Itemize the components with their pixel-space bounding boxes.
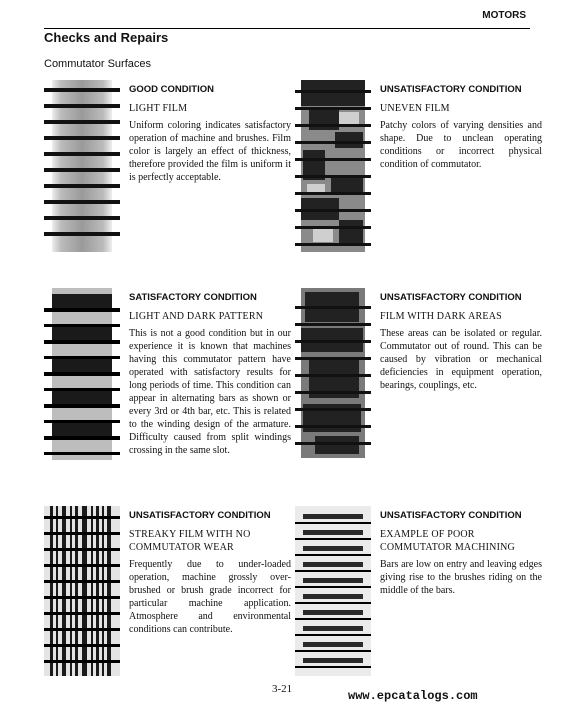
film-caption: EXAMPLE OF POOR COMMUTATOR MACHINING [380, 529, 515, 553]
commutator-photo-streaky-film [44, 506, 120, 676]
condition-label: UNSATISFACTORY CONDITION [380, 510, 522, 521]
watermark: www.epcatalogs.com [348, 689, 478, 703]
commutator-photo-light-dark-pattern [44, 288, 120, 460]
condition-description: These areas can be isolated or regular. Commutator out of round. This can be caused by vibration or mechanical deficiencies in equipment operation, bearings, couplings, etc. [380, 328, 542, 391]
condition-label: UNSATISFACTORY CONDITION [380, 292, 522, 303]
section-subtitle: Commutator Surfaces [44, 58, 151, 70]
commutator-photo-uneven-film [295, 80, 371, 252]
condition-description: Bars are low on entry and leaving edges giving rise to the brushes riding on the middle of the bars. [380, 559, 542, 596]
condition-label: SATISFACTORY CONDITION [129, 292, 257, 303]
commutator-photo-poor-machining [295, 506, 371, 676]
film-caption: FILM WITH DARK AREAS [380, 311, 502, 322]
film-caption: UNEVEN FILM [380, 103, 450, 114]
section-name: MOTORS [482, 10, 526, 21]
commutator-photo-dark-areas [295, 288, 371, 458]
page-number: 3-21 [272, 683, 293, 695]
condition-description: This is not a good condition but in our experience it is known that machines having this commutator pattern have operated with satisfactory results for long periods of time. This condition can appear in alternating bars as shown or every 3rd or 4th bar, etc. This is related to the winding design of the armature. Difficulty caused from split windings crossing in the same slot. [129, 328, 291, 456]
condition-label: GOOD CONDITION [129, 84, 214, 95]
condition-label: UNSATISFACTORY CONDITION [380, 84, 522, 95]
film-caption: LIGHT AND DARK PATTERN [129, 311, 264, 322]
condition-description: Patchy colors of varying densities and shape. Due to unclean operating conditions or incorrect physical condition of commutator. [380, 120, 542, 170]
film-caption: STREAKY FILM WITH NO COMMUTATOR WEAR [129, 529, 251, 553]
header-rule [44, 6, 530, 29]
page-title: Checks and Repairs [44, 30, 169, 45]
commutator-photo-light-film [44, 80, 120, 252]
condition-description: Frequently due to under-loaded operation, machine grossly over-brushed or brush grade incorrect for particular machine application. Atmosphere and environmental conditions can contribute. [129, 559, 291, 635]
condition-description: Uniform coloring indicates satisfactory operation of machine and brushes. Film color is largely an effect of thickness, therefore provided the film is uniform it is perfectly acceptable. [129, 120, 291, 183]
condition-label: UNSATISFACTORY CONDITION [129, 510, 271, 521]
film-caption: LIGHT FILM [129, 103, 188, 114]
